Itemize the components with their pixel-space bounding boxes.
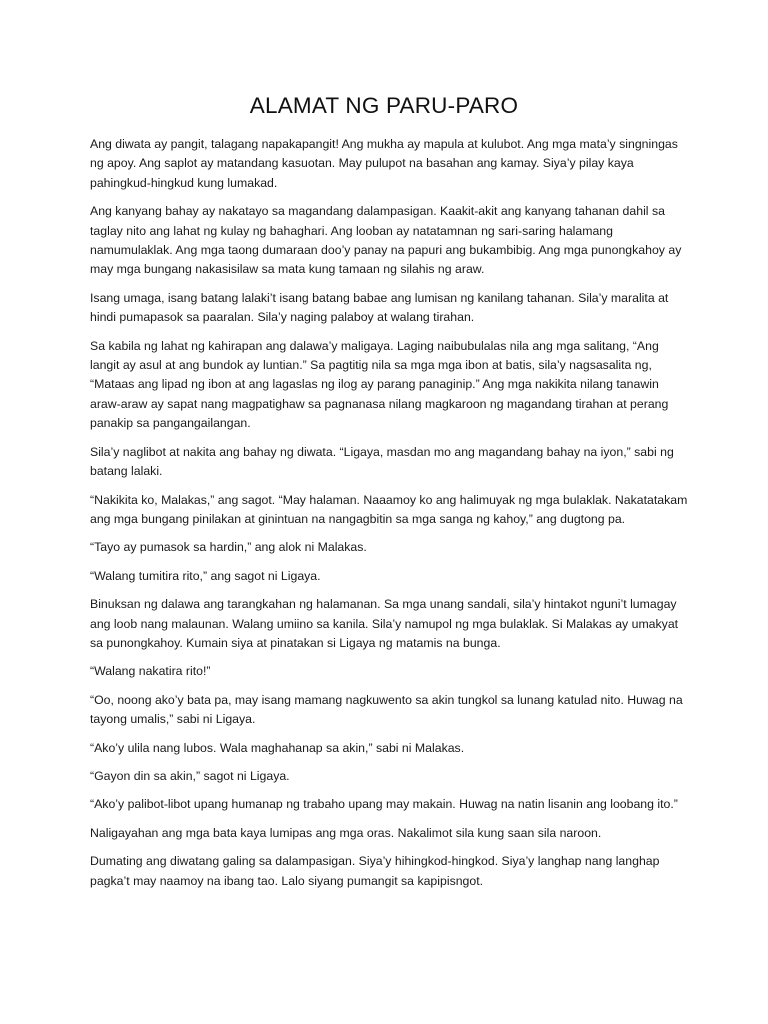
paragraph: Sila’y naglibot at nakita ang bahay ng diwata. “Ligaya, masdan mo ang magandang bahay na iyon,” sabi ng batang lalaki. <box>90 444 674 479</box>
paragraph: Sa kabila ng lahat ng kahirapan ang dalawa’y maligaya. Laging naibubulalas nila ang mga salitang, “Ang langit ay asul at ang bundok ay luntian.” Sa pagtitig nila sa mga mga ibon at batis, sila’y nagsasalita ng, “Mataas ang lipad ng ibon at ang lagaslas ng ilog ay parang panaginip.” Ang mga nakikita nilang tanawin araw-araw ay sapat nang magpatighaw sa pagnanasa nilang magkaroon ng magandang tirahan at perang panakip sa pangangailangan. <box>90 338 669 431</box>
document-title: ALAMAT NG PARU-PARO <box>249 93 519 118</box>
document-body <box>90 135 690 900</box>
paragraph: Ang diwata ay pangit, talagang napakapangit! Ang mukha ay mapula at kulubot. Ang mga mata’y singningas ng apoy. Ang saplot ay matandang kasuotan. May pulupot na basahan ang kamay. Siya’y pilay kaya pahingkud-hingkud kung lumakad. <box>90 137 678 190</box>
paragraph: “Walang nakatira rito!” <box>90 664 211 679</box>
paragraph: Isang umaga, isang batang lalaki’t isang batang babae ang lumisan ng kanilang tahanan. Sila’y maralita at hindi pumapasok sa paaralan. Sila’y naging palaboy at walang tirahan. <box>90 290 669 325</box>
paragraph: “Tayo ay pumasok sa hardin,” ang alok ni Malakas. <box>90 540 367 555</box>
paragraph: “Walang tumitira rito,” ang sagot ni Ligaya. <box>90 568 321 583</box>
paragraph: Naligayahan ang mga bata kaya lumipas ang mga oras. Nakalimot sila kung saan sila naroon. <box>90 825 602 840</box>
paragraph: Dumating ang diwatang galing sa dalampasigan. Siya’y hihingkod-hingkod. Siya’y langhap nang langhap pagka’t may naamoy na ibang tao. Lalo siyang pumangit sa kapipisngot. <box>90 854 660 888</box>
paragraph: Binuksan ng dalawa ang tarangkahan ng halamanan. Sa mga unang sandali, sila’y hintakot nguni’t lumagay ang loob nang malaunan. Walang umiino sa kanila. Sila’y namupol ng mga bulaklak. Si Malakas ay umakyat sa punongkahoy. Kumain siya at pinatakan si Ligaya ng matamis na bunga. <box>90 597 679 650</box>
paragraph: “Gayon din sa akin,” sagot ni Ligaya. <box>90 768 290 783</box>
paragraph: “Nakikita ko, Malakas,” ang sagot. “May halaman. Naaamoy ko ang halimuyak ng mga bulaklak. Nakatatakam ang mga bungang pinilakan at ginintuan na nangagbitin sa mga sanga ng kahoy,” ang dugtong pa. <box>90 492 688 526</box>
paragraph: “Oo, noong ako’y bata pa, may isang mamang nagkuwento sa akin tungkol sa lunang katulad nito. Huwag na tayong umalis,” sabi ni Ligaya. <box>90 692 683 727</box>
paragraph: “Ako’y ulila nang lubos. Wala maghahanap sa akin,” sabi ni Malakas. <box>90 740 465 755</box>
paragraph: Ang kanyang bahay ay nakatayo sa magandang dalampasigan. Kaakit-akit ang kanyang tahanan dahil sa taglay nito ang lahat ng kulay ng bahaghari. Ang looban ay natatamnan ng sari-saring halamang namumulaklak. Ang mga taong dumaraan doo’y panay na papuri ang bukambibig. Ang mga punongkahoy ay may mga bungang nakasisilaw sa mata kung tamaan ng silahis ng araw. <box>90 204 682 277</box>
paragraph: “Ako’y palibot-libot upang humanap ng trabaho upang may makain. Huwag na natin lisanin ang loobang ito.” <box>90 797 678 812</box>
